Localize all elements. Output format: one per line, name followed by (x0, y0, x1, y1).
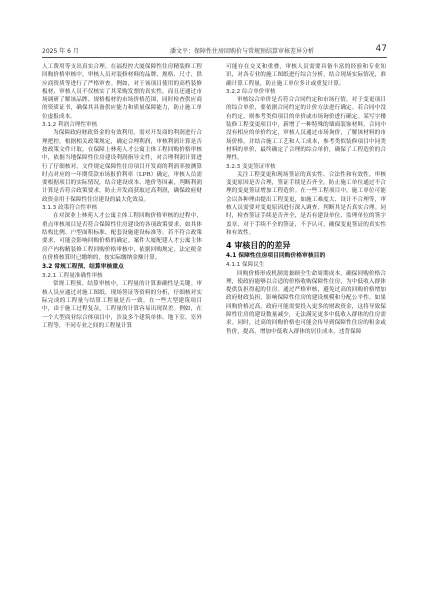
body-paragraph: 在对深业上林苑人才公寓主体工程回购价格审核的过程中，重点审核项目是否符合保障性住房建设的各项政策要求，如其体结构比例、户型面积标准、配套设施建设标准等。若不符合政策要求，可能会影响回购价格的确定。案件大厦配建人才公寓主体房产内构精装修工程回购价格审核中，依据回购规定，法定税金在价格核算时已缴纳的，按实际缴纳金额计算。 (42, 213, 202, 261)
section-heading-4: 4 审核目的的差异 (226, 241, 291, 251)
subsection-heading-4-1-1: 4.1.1 保障民生 (226, 262, 265, 269)
body-paragraph: 审核综合单价是否符合合同约定和市场行情，对于变更项目的综合单价，要依据合同约定的计价方法进行确定。若合同中没有约定，则参考类似项目的单价或市场询价进行确定。某写字楼装修工程变更项目中，新增了一种特殊的墙面装饰材料，合同中没有相应的单价约定，审核人员通过市场询价，了解该材料的市场价格，并结合施工工艺和人工成本，参考类似装修项目中同类材料的单价，最终确定了合理的综合单价，确保了工程造价的合理性。 (226, 97, 386, 162)
header-running-title: 潘文平：保障性住房回购价与常规预结算审核差异分析 (170, 48, 315, 55)
body-paragraph: 关注工程变更和现场签证的真实性、合法性和有效性。审核变更原因是否合理，签证手续是否齐全，防止施工单位通过不合理的变更签证增加工程造价。在一些工程项目中，施工单位可能会以各种理由提出工程变更，如施工难度大、设计不合理等，审核人员需要对变更原因进行深入调查，判断其是否真实合理。同时，检查签证手续是否齐全，是否有建设单位、监理单位的签字盖章，对于手续不全的签证，不予认可，确保变更签证的真实性和有效性。 (226, 171, 386, 236)
page-number: 47 (375, 44, 387, 54)
subsection-heading-3-2-1: 3.2.1 工程量准确性审核 (42, 273, 103, 280)
left-column (42, 63, 202, 330)
subsection-heading-3-1-2: 3.1.2 利润合理性审核 (42, 122, 98, 129)
subsection-heading-3-2-2: 3.2.2 综合单价审核 (226, 88, 276, 95)
subsection-heading-3-2-3: 3.2.3 变更签证审核 (226, 163, 276, 170)
section-heading-4-1: 4.1 保障性住房项目回购价格审核目的 (226, 253, 326, 260)
running-header (42, 44, 387, 56)
body-paragraph: 可能存在交叉和重叠，审核人员需要具备丰富的经验和专业知识，对各专业的施工图纸进行综合分析，结合现场实际情况，准确计算工程量，防止施工单位多计或重复计算。 (226, 64, 386, 87)
body-paragraph: 回购价格形成机制需兼顾全生命周期成本，确保回购价格合理，使政府能够以合适的价格收购保障性住房，为中低收入群体提供负担得起的住房。通过严格审核，避免过高的回购价格增加政府财政负担，影响保障性住房的建设规模和分配公平性。如果回购价格过高，政府可能需要投入更多的财政资金，这将导致保障性住房的建设数量减少，无法满足更多中低收入群体的住房需求。同时，过高的回购价格也可能会传导到保障性住房的租金或售价，提高，增加中低收入群体的居住成本，违背保障 (226, 270, 386, 335)
body-paragraph: 人工费用等支出真实合理。在福投控大厦保障性住房精装修工程回购价格审核中，审核人员对装修材料的品牌、规格、尺寸、供应商资质等进行了严格审查。例如，对于该项目使用的高档装修板材，审核人员不仅核实了其采购发票的真实性，而且还通过市场调研了解该品牌、规格板材的市场价格范围，同时检查供应商的资质证书，确保其具备供应能力和质量保障能力，防止施工单位虚报成本。 (42, 64, 202, 120)
header-rule (42, 57, 387, 58)
body-paragraph: 常规工程预、结算审核中，工程量的计算准确性是关键。审核人员应通过对施工图纸、现场签证等资料的分析，仔细核对实际完成的工程量与结算工程量是否一致。在一些大型建筑项目中，由于施工过程复杂，工程量的计算容易出现误差。例如，在一个大型商业综合体项目中，涉及多个建筑单体、地下室、室外工程等，不同专业之间的工程量计算 (42, 281, 202, 329)
right-column (226, 63, 386, 336)
header-date: 2025 年 6 月 (42, 48, 79, 55)
section-heading-3-2: 3.2 常规工程预、结算审核重点 (42, 264, 124, 271)
body-paragraph: 为保障政府财政资金的有效利用，需对开发商的利润进行合理把控。根据相关政策规定，确定合理利润，审核利润计算是否按政策文件计取。在保障上林苑人才公寓主体工程回购价格审核中，依据当地保障性住房建设利润指导文件，对合理利润计算进行了仔细核对。文件规定保障性住房项目开发商的利润率按测算时点对应的一年期贷款市场报价利率（LPR）确定，审核人员需要根据项目的实际情况，结合建设成本、地价等因素，判断利润计算是否符合政策要求，防止开发商获取过高利润，确保政府财政资金用于保障性住房建设的最大化效益。 (42, 130, 202, 203)
subsection-heading-3-1-3: 3.1.3 政策符合性审核 (42, 205, 98, 212)
